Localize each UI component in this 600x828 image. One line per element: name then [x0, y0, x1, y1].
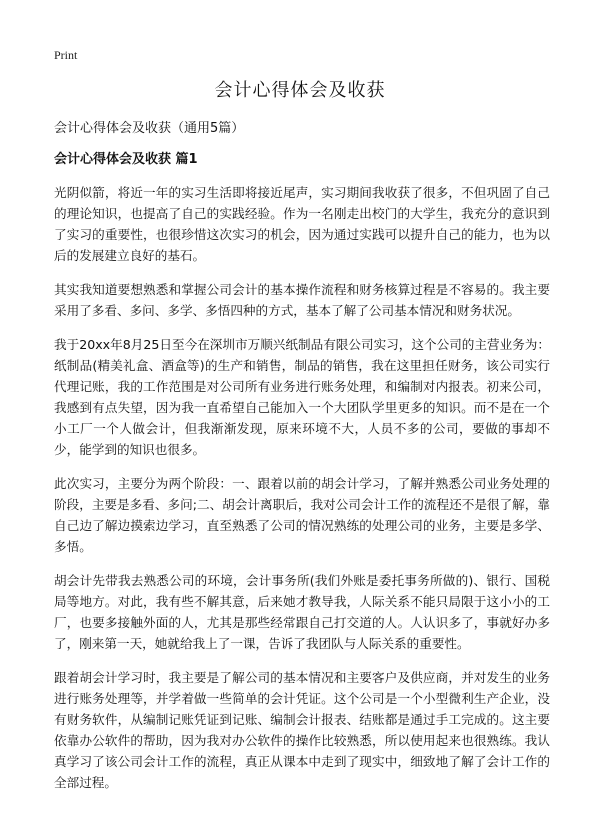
paragraph: 其实我知道要想熟悉和掌握公司会计的基本操作流程和财务核算过程是不容易的。我主要采用了多看、多问、多学、多悟四种的方式，基本了解了公司基本情况和财务状况。 — [54, 282, 550, 318]
document-subtitle: 会计心得体会及收获（通用5篇） — [54, 121, 245, 136]
paragraph: 胡会计先带我去熟悉公司的环境，会计事务所(我们外账是委托事务所做的)、银行、国税局等地方。对此，我有些不解其意，后来她才教导我，人际关系不能只局限于这小小的工厂，也要多接触外面的人，尤其是那些经常跟自己打交道的人。人认识多了，事就好办多了，刚来第一天，她就给我上了一课，告诉了我团队与人际关系的重要性。 — [54, 573, 550, 651]
paragraph: 我于20xx年8月25日至今在深圳市万顺兴纸制品有限公司实习，这个公司的主营业务为：纸制品(精美礼盒、酒盒等)的生产和销售，制品的销售，我在这里担任财务，该公司实行代理记账，我的工作范围是对公司所有业务进行账务处理，和编制对内报表。初来公司，我感到有点失望，因为我一直希望自己能加入一个大团队学里更多的知识。而不是在一个小工厂一个人做会计，但我渐渐发现，原来环境不大，人员不多的公司，要做的事却不少，能学到的知识也很多。 — [54, 337, 550, 457]
paragraph: 此次实习，主要分为两个阶段：一、跟着以前的胡会计学习，了解并熟悉公司业务处理的阶段，主要是多看、多问;二、胡会计离职后，我对公司会计工作的流程还不是很了解，靠自己边了解边摸索边学习，直至熟悉了公司的情况熟练的处理公司的业务，主要是多学、多悟。 — [54, 476, 550, 554]
page-title: 会计心得体会及收获 — [214, 80, 386, 101]
paragraph: 光阴似箭，将近一年的实习生活即将接近尾声，实习期间我收获了很多，不但巩固了自己的理论知识，也提高了自己的实践经验。作为一名刚走出校门的大学生，我充分的意识到了实习的重要性，也很珍惜这次实习的机会，因为通过实践可以提升自己的能力，也为以后的发展建立良好的基石。 — [54, 185, 550, 263]
section-heading: 会计心得体会及收获 篇1 — [54, 152, 198, 167]
paragraph: 跟着胡会计学习时，我主要是了解公司的基本情况和主要客户及供应商，并对发生的业务进行账务处理等，并学着做一些简单的会计凭证。这个公司是一个小型微利生产企业，没有财务软件，从编制记账凭证到记账、编制会计报表、结账都是通过手工完成的。这主要依靠办公软件的帮助，因为我对办公软件的操作比较熟悉，所以使用起来也很熟练。我认真学习了该公司会计工作的流程，真正从课本中走到了现实中，细致地了解了会计工作的全部过程。 — [54, 670, 550, 790]
print-label: Print — [54, 48, 78, 62]
document-body — [54, 182, 550, 806]
